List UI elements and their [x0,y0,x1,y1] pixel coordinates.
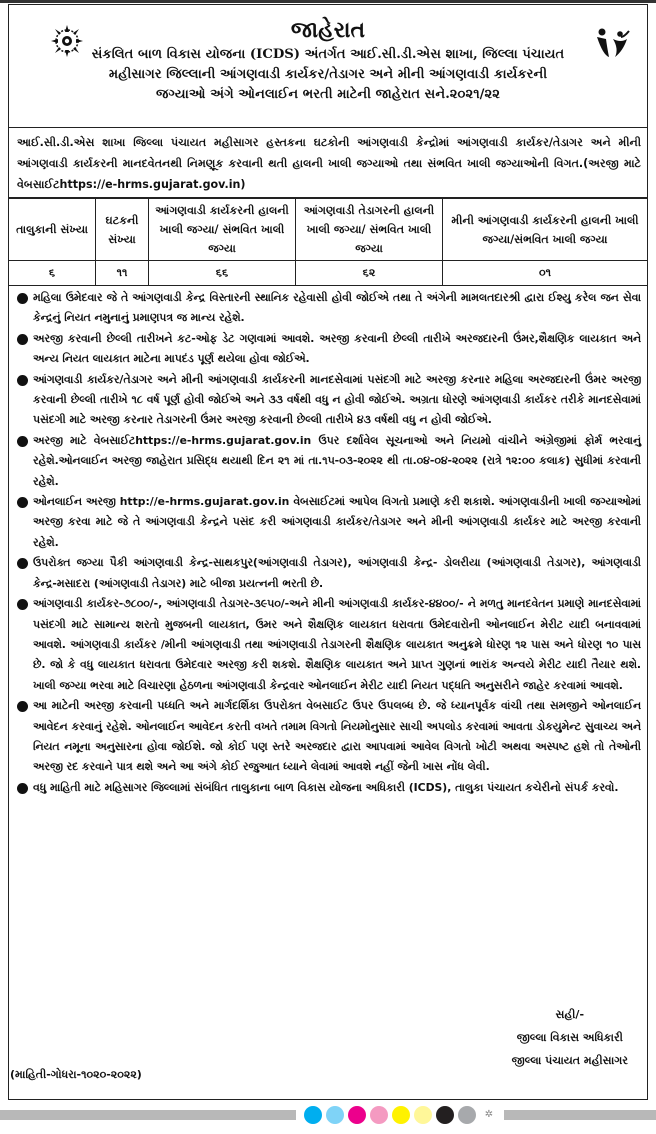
subtitle-line: મહીસાગર જિલ્લાની આંગણવાડી કાર્યકર/તેડાગર અને મીની આંગણવાડી કાર્યકરની [108,67,548,82]
registration-mark-icon: ✲ [484,1109,494,1120]
table-cell: ૬ [9,261,96,286]
table-header-row [9,199,647,261]
table-cell: ૬૨ [296,261,443,286]
list-item-text: અરજી કરવાની છેલ્લી તારીખને કટ-ઓફ ડેટ ગણવામાં આવશે. અરજી કરવાની છેલ્લી તારીખે અરજદારની ઉંમર,શૈક્ષણિક લાયકાત અને અન્ય નિયત લાયકાત માટેના માપદંડ પૂર્ણ થયેલા હોવા જોઈએ. [33,331,641,366]
bullet-icon [17,558,28,569]
subtitle-line: જગ્યાઓ અંગે ઓનલાઈન ભરતી માટેની જાહેરાત સને.૨૦૨૧/૨૨ [156,87,500,102]
instructions-list [9,286,647,798]
table-cell: ૦૧ [443,261,648,286]
column-header-helper-vacancy: આંગણવાડી તેડાગરની હાલની ખાલી જગ્યા/ સંભવિત ખાલી જગ્યા [296,199,443,261]
advertisement-header [9,15,647,128]
bullet-icon [17,293,28,304]
reference-number: (માહિતી-ગોધરા-૧૦૨૦-૨૦૨૨) [10,1068,142,1081]
column-header-worker-vacancy: આંગણવાડી કાર્યકરની હાલની ખાલી જગ્યા/ સંભવિત ખાલી જગ્યા [149,199,296,261]
top-border-strip [0,0,656,3]
bullet-icon [17,334,28,345]
list-item [17,329,641,370]
list-item [17,553,641,594]
list-item [17,288,641,329]
signature-block [512,1003,628,1072]
color-swatch-yellow [392,1106,410,1124]
color-swatch-pink [370,1106,388,1124]
bullet-icon [17,375,28,386]
list-item-text: આંગણવાડી કાર્યકર-૭૮૦૦/-, આંગણવાડી તેડાગર-૩૯૫૦/-અને મીની આંગણવાડી કાર્યકર-૪૪૦૦/- ને મળતુ માનદવેતન પ્રમાણે માનદસેવામાં પસંદગી માટે સામાન્ય શરતો મુજબની લાયકાત, ઉમર અને શૈક્ષણિક લાયકાત ધરાવતા ઉમેદવારોની ઓનલાઈન મેરીટ યાદી બનાવવામાં આવશે. આંગણવાડી કાર્યકર /મીની આંગણવાડી તથા આંગણવાડી તેડાગરની શૈક્ષણિક લાયકાત અનુક્રમે ધોરણ ૧૨ પાસ અને ધોરણ ૧૦ પાસ છે. જો કે વધુ લાયકાત ધરાવતા ઉમેદવાર અરજી કરી શકશે. શૈક્ષણિક લાયકાત અને પ્રાપ્ત ગુણનાં ભારાંક અન્વયે મેરીટ યાદી તૈયાર થશે. ખાલી જગ્યા ભરવા માટે વિચારણા હેઠળના આંગણવાડી કેન્દ્રવાર ઓનલાઈન મેરીટ યાદી નિયત પદ્ધતિ અનુસરીને જાહેર કરવામાં આવશે. [33,597,641,692]
list-item [17,431,641,492]
table-cell: ૬૬ [149,261,296,286]
list-item-text: અરજી માટે વેબસાઈટhttps://e-hrms.gujarat.gov.in ઉપર દર્શાવેલ સૂચનાઓ અને નિયમો વાંચીને અંગ્રેજીમાં ફોર્મ ભરવાનું રહેશે.ઓનલાઈન અરજી જાહેરાત પ્રસિદ્ધ થયાથી દિન ૨૧ માં તા.૧૫-૦૩-૨૦૨૨ થી તા.૦૪-૦૪-૨૦૨૨ (રાત્રે ૧૨:૦૦ કલાક) સુધીમાં કરવાની રહેશે. [33,433,641,488]
list-item [17,696,641,778]
bullet-icon [17,436,28,447]
government-emblem-icon [49,23,85,59]
table-cell: ૧૧ [96,261,149,286]
table-row [9,261,647,286]
column-header-taluka-count: તાલુકાની સંખ્યા [9,199,96,261]
list-item-text: મહિલા ઉમેદવાર જે તે આંગણવાડી કેન્દ્ર વિસ્તારની સ્થાનિક રહેવાસી હોવી જોઈએ તથા તે અંગેની મામલતદારશ્રી દ્વારા ઈશ્યુ કરેલ જન સેવા કેન્દ્રનું નિયત નમુનાનું પ્રમાણપત્ર જ માન્ય રહેશે. [33,291,641,325]
list-item-text: આ માટેની અરજી કરવાની પધ્ધતિ અને માર્ગદર્શિકા ઉપરોક્ત વેબસાઈટ ઉપર ઉપલબ્ધ છે. જે ધ્યાનપૂર્વક વાંચી તથા સમજીને ઓનલાઈન આવેદન કરવાનું રહેશે. ઓનલાઈન આવેદન કરતી વખતે તમામ વિગતો નિયમોનુસાર સાચી અપલોડ કરવામાં આવતા ડોકયુમેન્ટ સુવાચ્ય અને નિયત નમૂના અનુસારના હોવા જોઈશે. જો કોઈ પણ સ્તરે અરજદાર દ્વારા આપવામાં આવેલ વિગતો ખોટી અથવા અસ્પષ્ટ હશે તો તેઓની અરજી રદ કરવાને પાત્ર થશે અને આ અંગે કોઈ રજુઆત ધ્યાને લેવામાં આવશે નહીં જેની ખાસ નોંધ લેવી. [33,699,641,774]
list-item-text: વધુ માહિતી માટે મહિસાગર જિલ્લામાં સંબંધિત તાલુકાના બાળ વિકાસ યોજના અધિકારી (ICDS), તાલુકા પંચાયત કચેરીનો સંપર્ક કરવો. [33,780,619,794]
list-item [17,492,641,553]
list-item [17,370,641,431]
grey-bar-left [0,1110,296,1120]
column-header-ghatak-count: ઘટકની સંખ્યા [96,199,149,261]
vacancy-table [9,198,647,286]
signatory-office: જીલ્લા પંચાયત મહીસાગર [511,1054,628,1067]
signature-mark: સહી/- [555,1008,585,1021]
bullet-icon [17,599,28,610]
list-item-text: ઉપરોક્ત જગ્યા પૈકી આંગણવાડી કેન્દ્ર-સાથકપુર(આંગણવાડી તેડાગર), આંગણવાડી કેન્દ્ર- ડોલરીયા (આંગણવાડી તેડાગર), આંગણવાડી કેન્દ્ર-મસાદરા (આંગણવાડી તેડાગર) માટે બીજા પ્રયત્નની ભરતી છે. [33,556,641,590]
color-swatch-black [436,1106,454,1124]
bullet-icon [17,701,28,712]
print-color-bar [0,1104,656,1126]
color-swatch-light-yellow [414,1106,432,1124]
page-title: જાહેરાત [290,17,366,43]
list-item [17,778,641,798]
bullet-icon [17,783,28,794]
color-swatch-grey [458,1106,476,1124]
grey-bar-right [504,1110,656,1120]
icds-logo-icon [593,27,633,61]
intro-paragraph: આઈ.સી.ડી.એસ શાખા જિલ્લા પંચાયત મહીસાગર હસ્તકના ઘટકોની આંગણવાડી કેન્દ્રોમાં આંગણવાડી કાર્યકર/તેડાગર અને મીની આંગણવાડી કાર્યકરની માનદવેતનથી નિમણૂક કરવાની થતી હાલની ખાલી જગ્યાઓ તથા સંભવિત ખાલી જગ્યાઓની વિગત.(અરજી માટે વેબસાઈટhttps://e-hrms.gujarat.gov.in) [9,128,647,198]
list-item-text: આંગણવાડી કાર્યકર/તેડાગર અને મીની આંગણવાડી કાર્યકરની માનદસેવામાં પસંદગી માટે અરજી કરનાર મહિલા અરજદારની ઉંમર અરજી કરવાની છેલ્લી તારીખે ૧૮ વર્ષ પૂર્ણ હોવી જોઈએ અને ૩૩ વર્ષથી વધુ ન હોવી જોઈએ. અગ્રતા ધોરણે આંગણવાડી કાર્યકર તરીકે માનદસેવામાં પસંદગી માટે અરજી કરનાર તેડાગરની ઉંમર અરજી કરવાની છેલ્લી તારીખે ૪૩ વર્ષથી વધુ ન હોવી જોઈએ. [33,372,641,427]
list-item-text: ઓનલાઈન અરજી http://e-hrms.gujarat.gov.in વેબસાઈટમાં આપેલ વિગતો પ્રમાણે કરી શકાશે. આંગણવાડીની ખાલી જગ્યાઓમાં અરજી કરવા માટે જે તે આંગણવાડી કેન્દ્રને પસંદ કરી આંગણવાડી કાર્યકર/તેડાગર અને મીની આંગણવાડી કાર્યકર માટે અરજી કરવાની રહેશે. [33,495,641,549]
subtitle-line: સંકલિત બાળ વિકાસ યોજના (ICDS) અંતર્ગત આઈ.સી.ડી.એસ શાખા, જિલ્લા પંચાયત [91,47,565,62]
list-item [17,594,641,696]
advertisement-sheet [8,4,648,1100]
color-swatch-cyan [304,1106,322,1124]
bullet-icon [17,497,28,508]
color-swatch-light-cyan [326,1106,344,1124]
signatory-designation: જીલ્લા વિકાસ અધિકારી [516,1031,623,1044]
color-swatch-magenta [348,1106,366,1124]
column-header-mini-worker-vacancy: મીની આંગણવાડી કાર્યકરની હાલની ખાલી જગ્યા/સંભવિત ખાલી જગ્યા [443,199,648,261]
